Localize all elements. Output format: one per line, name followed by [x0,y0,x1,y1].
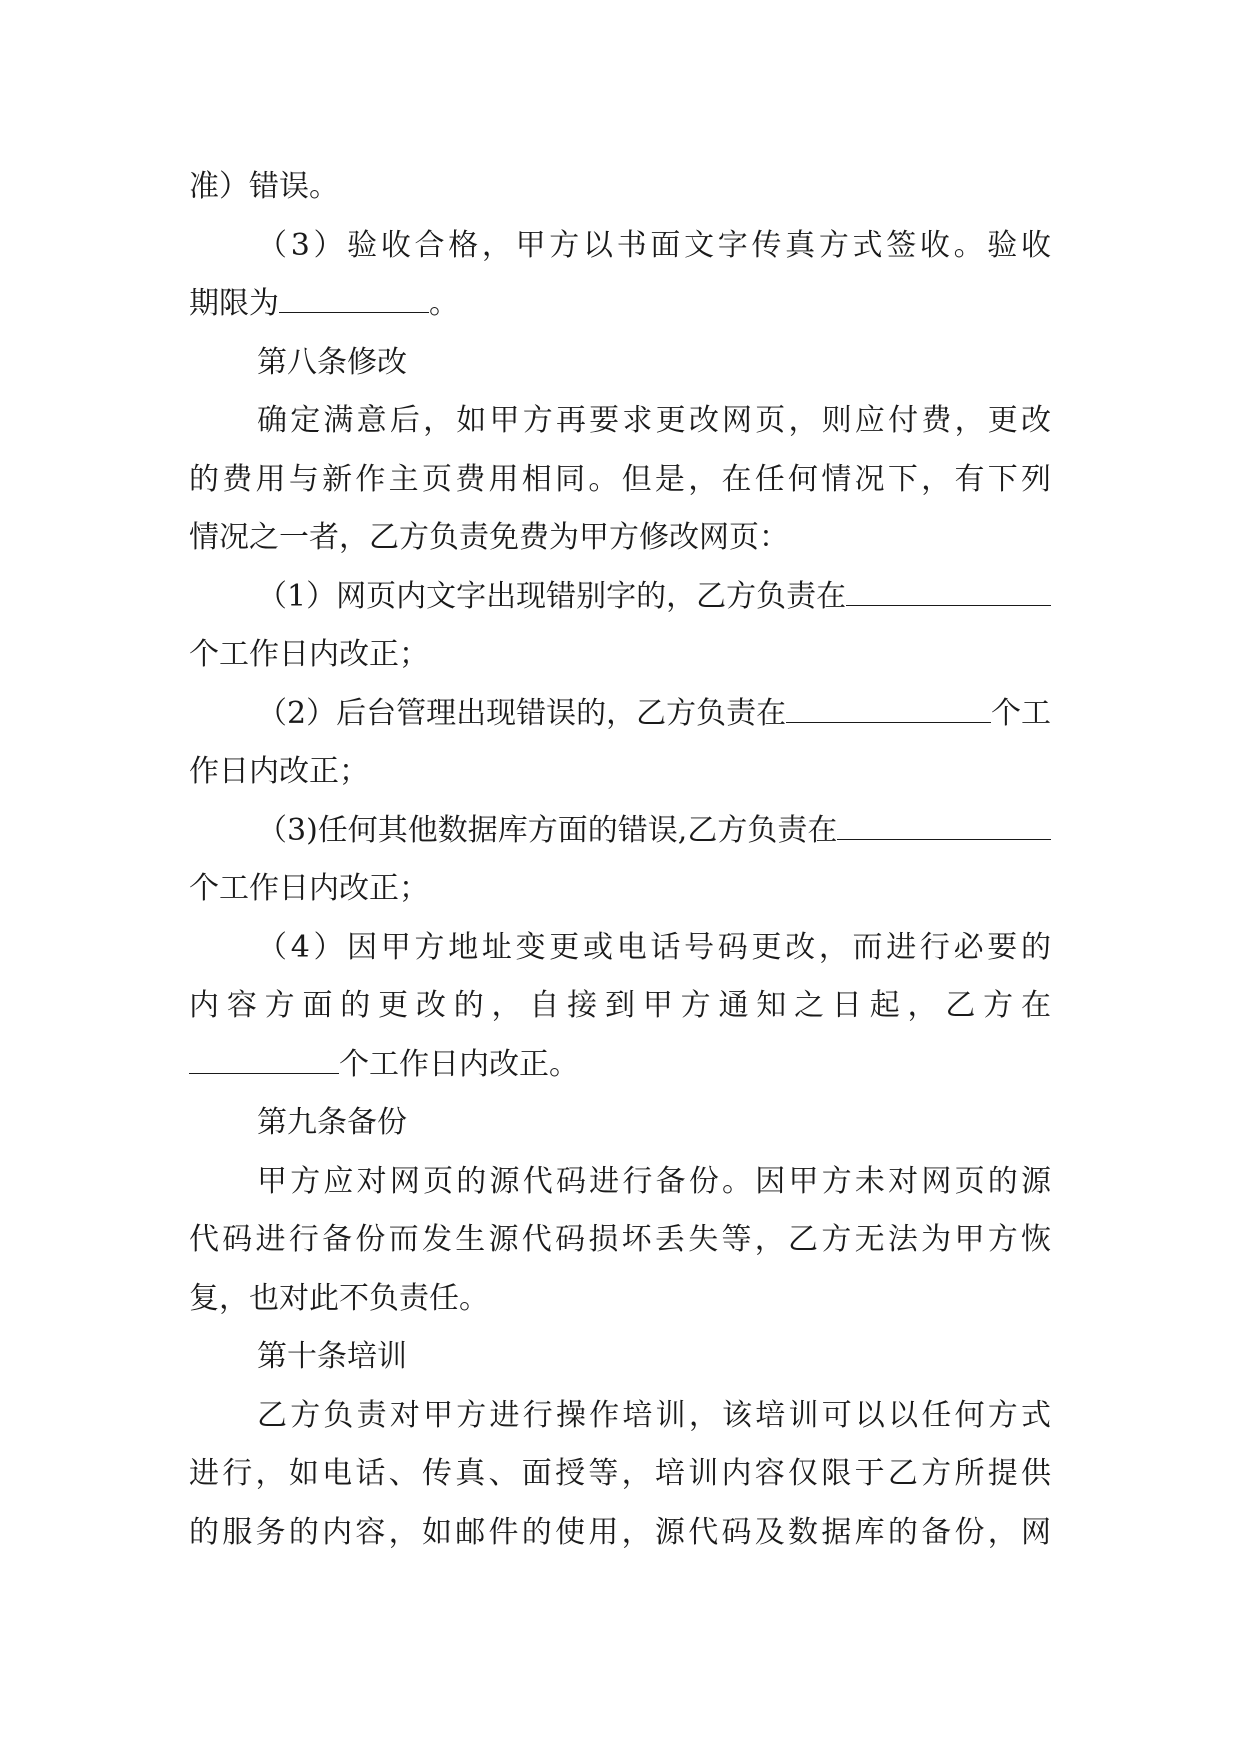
text-segment: 第十条培训 [257,1339,407,1374]
text-segment: 代码进行备份而发生源代码损坏丢失等，乙方无法为甲方恢 [189,1222,1051,1257]
text-line [189,451,1051,510]
text-segment: 。 [429,286,459,321]
text-line [189,217,1051,276]
text-line [189,1153,1051,1212]
text-segment: （1）网页内文字出现错别字的，乙方负责在 [257,578,847,614]
text-segment: 乙方负责对甲方进行操作培训，该培训可以以任何方式 [257,1397,1051,1433]
text-segment: 确定满意后，如甲方再要求更改网页，则应付费，更改 [257,403,1051,438]
text-line [189,743,1051,802]
text-segment: （3)任何其他数据库方面的错误,乙方负责在 [257,812,838,848]
text-segment: 的服务的内容，如邮件的使用，源代码及数据库的备份，网 [189,1514,1051,1550]
text-segment: 的费用与新作主页费用相同。但是，在任何情况下，有下列 [189,461,1051,497]
text-line [189,919,1051,978]
blank-underline [279,284,429,313]
text-line [189,1211,1051,1270]
blank-underline [786,694,991,723]
text-segment: 内容方面的更改的，自接到甲方通知之日起，乙方在 [189,988,1051,1023]
text-segment: 个工作日内改正； [189,637,429,672]
text-line [189,626,1051,685]
text-line [189,977,1051,1036]
text-line [189,685,1051,744]
text-segment: 作日内改正； [189,754,369,789]
text-segment: （2）后台管理出现错误的，乙方负责在 [257,695,787,731]
text-line [189,1387,1051,1446]
text-line [189,802,1051,861]
blank-underline [189,1045,339,1074]
text-line [189,509,1051,568]
text-segment: 复，也对此不负责任。 [189,1280,489,1316]
text-segment: 准）错误。 [189,169,339,204]
text-line [189,275,1051,334]
text-segment: 进行，如电话、传真、面授等，培训内容仅限于乙方所提供 [189,1456,1051,1491]
text-segment: 期限为 [189,286,279,321]
blank-underline [837,811,1051,840]
text-segment: 第八条修改 [257,344,407,380]
blank-underline [846,577,1051,606]
section-heading [189,1094,1051,1153]
text-line [189,392,1051,451]
section-heading [189,334,1051,393]
text-line [189,1036,1051,1095]
text-line [189,1445,1051,1504]
text-segment: 情况之一者，乙方负责免费为甲方修改网页： [189,520,789,555]
text-segment: （4）因甲方地址变更或电话号码更改，而进行必要的 [257,929,1051,965]
text-line [189,860,1051,919]
section-heading [189,1328,1051,1387]
text-segment: 第九条备份 [257,1105,407,1140]
text-line [189,568,1051,627]
text-line [189,158,1051,217]
text-segment: （3）验收合格，甲方以书面文字传真方式签收。验收 [257,227,1051,263]
text-segment: 个工作日内改正； [189,871,429,906]
text-line [189,1504,1051,1563]
document-page [189,158,1051,1562]
text-segment: 甲方应对网页的源代码进行备份。因甲方未对网页的源 [257,1163,1051,1199]
text-segment: 个工作日内改正。 [339,1046,579,1082]
text-line [189,1270,1051,1329]
text-segment: 个工 [991,695,1051,731]
